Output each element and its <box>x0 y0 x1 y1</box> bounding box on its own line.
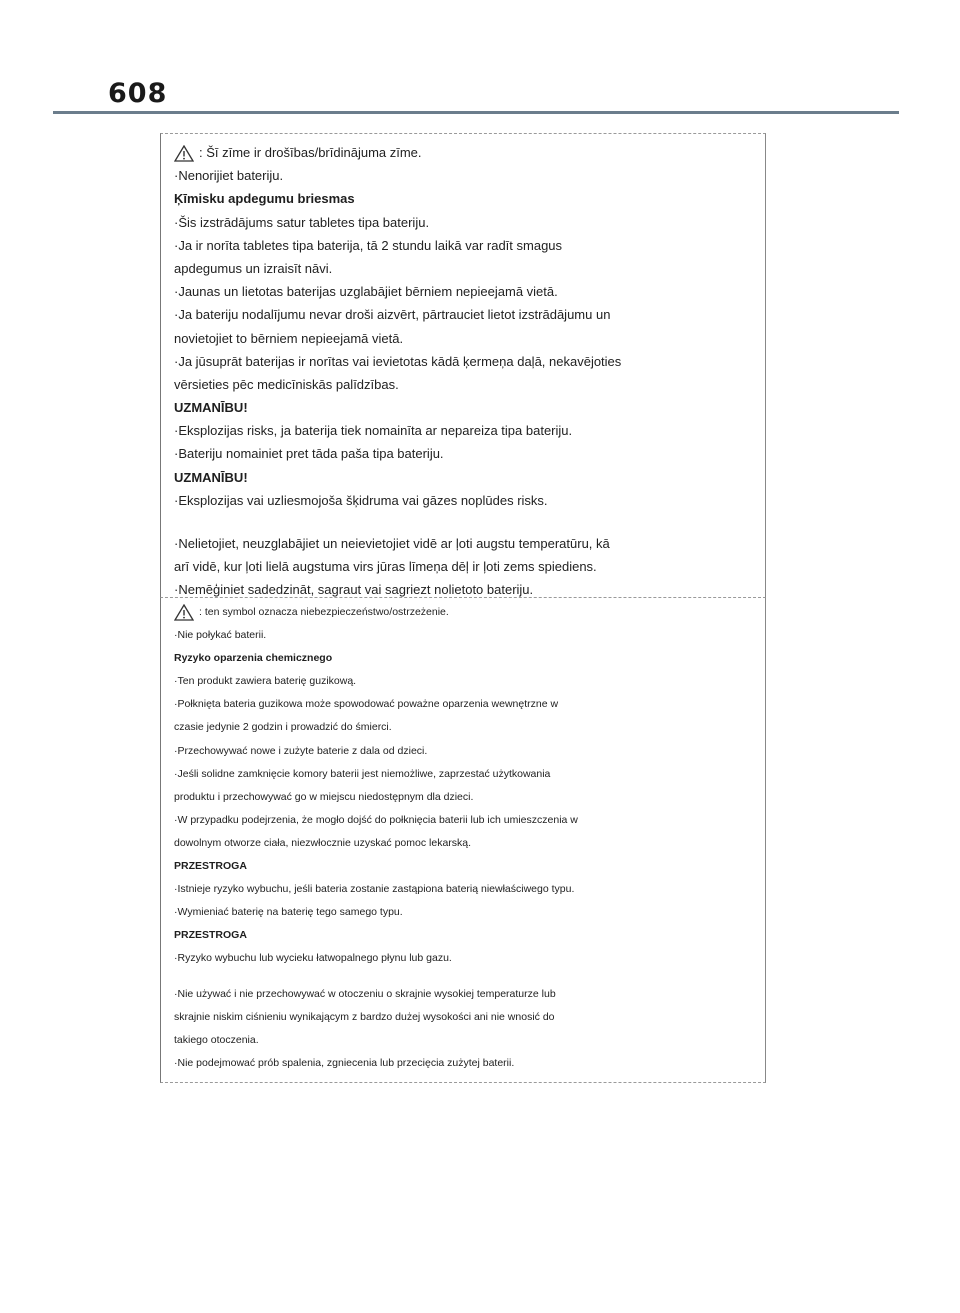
polish-line: dowolnym otworze ciała, niezwłocznie uzyskać pomoc lekarską. <box>174 836 472 849</box>
latvian-line: ·Nemēģiniet sadedzināt, sagraut vai sagriezt nolietoto bateriju. <box>174 582 534 598</box>
latvian-heading-caution: UZMANĪBU! <box>174 469 248 485</box>
latvian-heading-chemical-burn: Ķīmisku apdegumu briesmas <box>174 191 355 207</box>
polish-line: ·W przypadku podejrzenia, że mogło dojść do połknięcia baterii lub ich umieszczenia w <box>174 813 578 826</box>
latvian-line: ·Jaunas un lietotas baterijas uzglabājiet bērniem nepieejamā vietā. <box>174 284 558 300</box>
latvian-line: novietojiet to bērniem nepieejamā vietā. <box>174 330 404 346</box>
latvian-line: ·Šis izstrādājums satur tabletes tipa bateriju. <box>174 214 430 230</box>
polish-line: ·Nie połykać baterii. <box>174 629 267 642</box>
polish-symbol-text: : ten symbol oznacza niebezpieczeństwo/ostrzeżenie. <box>199 606 449 618</box>
latvian-line: ·Ja bateriju nodalījumu nevar droši aizvērt, pārtrauciet lietot izstrādājumu un <box>174 307 611 323</box>
polish-line: ·Istnieje ryzyko wybuchu, jeśli bateria zostanie zastąpiona baterią niewłaściwego typu. <box>174 883 575 896</box>
latvian-line: ·Nenorijiet bateriju. <box>174 168 284 184</box>
polish-line: ·Ryzyko wybuchu lub wycieku łatwopalnego płynu lub gazu. <box>174 952 452 965</box>
latvian-line: vērsieties pēc medicīniskās palīdzības. <box>174 376 399 392</box>
polish-line: ·Ten produkt zawiera baterię guzikową. <box>174 675 357 688</box>
latvian-symbol-text: : Šī zīme ir drošības/brīdinājuma zīme. <box>199 145 422 160</box>
polish-line: ·Wymieniać baterię na baterię tego samego typu. <box>174 906 403 919</box>
polish-line: ·Przechowywać nowe i zużyte baterie z dala od dzieci. <box>174 744 428 757</box>
polish-line: ·Nie podejmować prób spalenia, zgniecenia lub przecięcia zużytej baterii. <box>174 1056 515 1069</box>
paragraph-gap <box>174 512 759 532</box>
polish-line: ·Jeśli solidne zamknięcie komory baterii jest niemożliwe, zaprzestać użytkowania <box>174 767 551 780</box>
polish-warning-content <box>174 601 759 1075</box>
polish-line: skrajnie niskim ciśnieniu wynikającym z bardzo dużej wysokości ani nie wnosić do <box>174 1010 555 1023</box>
page-number: 608 <box>108 78 168 109</box>
latvian-warning-box <box>160 133 766 598</box>
paragraph-gap <box>174 971 759 983</box>
polish-line: produktu i przechowywać go w miejscu niedostępnym dla dzieci. <box>174 790 474 803</box>
header-divider <box>53 111 899 114</box>
latvian-line: ·Bateriju nomainiet pret tāda paša tipa bateriju. <box>174 446 444 462</box>
polish-heading-caution: PRZESTROGA <box>174 860 247 873</box>
latvian-heading-caution: UZMANĪBU! <box>174 400 248 416</box>
polish-line: ·Nie używać i nie przechowywać w otoczeniu o skrajnie wysokiej temperaturze lub <box>174 987 556 1000</box>
latvian-warning-content <box>174 141 759 602</box>
polish-line: takiego otoczenia. <box>174 1033 259 1046</box>
polish-line: ·Połknięta bateria guzikowa może spowodować poważne oparzenia wewnętrzne w <box>174 698 559 711</box>
latvian-line: ·Ja ir norīta tabletes tipa baterija, tā 2 stundu laikā var radīt smagus <box>174 237 563 253</box>
polish-heading-chemical-burn: Ryzyko oparzenia chemicznego <box>174 652 333 665</box>
polish-line: czasie jedynie 2 godzin i prowadzić do śmierci. <box>174 721 392 734</box>
latvian-symbol-line <box>174 141 759 164</box>
polish-symbol-line <box>174 601 759 624</box>
polish-heading-caution: PRZESTROGA <box>174 929 247 942</box>
warning-triangle-icon <box>174 145 194 162</box>
latvian-line: apdegumus un izraisīt nāvi. <box>174 260 333 276</box>
latvian-line: ·Nelietojiet, neuzglabājiet un neievietojiet vidē ar ļoti augstu temperatūru, kā <box>174 536 610 551</box>
polish-warning-box <box>160 597 766 1083</box>
latvian-line: arī vidē, kur ļoti lielā augstuma virs jūras līmeņa dēļ ir ļoti zems spiediens. <box>174 559 597 575</box>
latvian-line: ·Eksplozijas risks, ja baterija tiek nomainīta ar nepareiza tipa bateriju. <box>174 423 573 439</box>
latvian-line: ·Ja jūsuprāt baterijas ir norītas vai ievietotas kādā ķermeņa daļā, nekavējoties <box>174 353 622 369</box>
warning-triangle-icon <box>174 604 194 621</box>
latvian-line: ·Eksplozijas vai uzliesmojoša šķidruma vai gāzes noplūdes risks. <box>174 492 548 508</box>
